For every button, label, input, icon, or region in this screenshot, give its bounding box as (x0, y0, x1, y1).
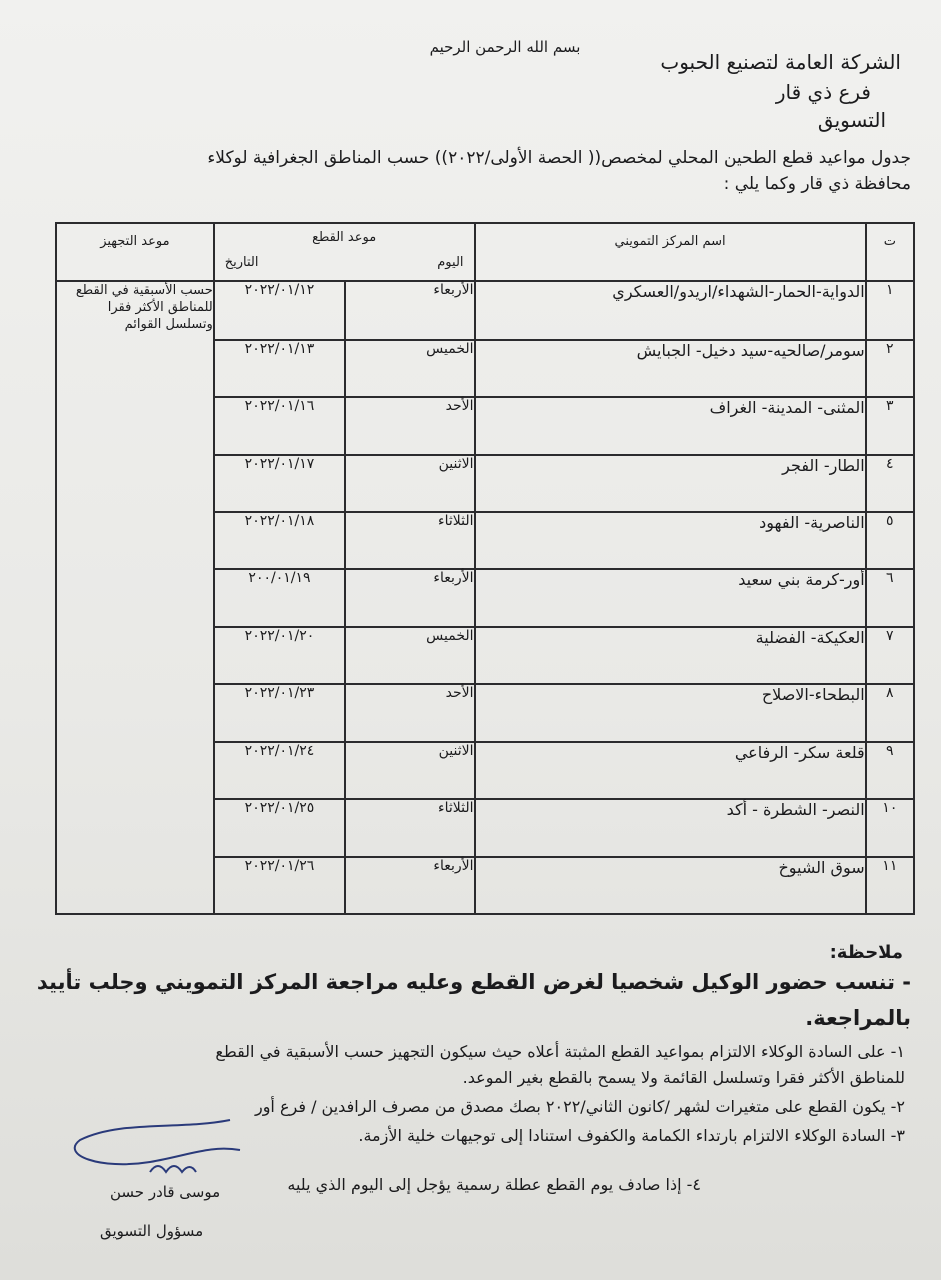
intro-line-2: محافظة ذي قار وكما يلي : (723, 174, 911, 194)
row-center: الناصرية- الفهود (475, 512, 866, 569)
department-name: التسويق (817, 108, 886, 132)
row-day: الأربعاء (345, 281, 474, 339)
row-day: الاثنين (345, 742, 474, 799)
header-cut-date: موعد القطع اليوم التاريخ (214, 223, 475, 281)
row-date: ٢٠٢٢/٠١/٢٣ (214, 684, 345, 741)
row-date: ٢٠٢٢/٠١/١٢ (214, 281, 345, 339)
row-center: الدواية-الحمار-الشهداء/اريدو/العسكري (475, 281, 866, 339)
row-num: ٦ (866, 569, 914, 626)
header-day: اليوم (437, 255, 464, 270)
row-center: المثنى- المدينة- الغراف (475, 397, 866, 454)
row-center: الطار- الفجر (475, 455, 866, 512)
row-num: ٩ (866, 742, 914, 799)
header-date: التاريخ (224, 255, 259, 270)
notes-title: ملاحظة: (829, 942, 903, 963)
row-num: ٤ (866, 455, 914, 512)
row-date: ٢٠٢٢/٠١/٢٤ (214, 742, 345, 799)
schedule-table (55, 222, 915, 915)
row-date: ٢٠٢٢/٠١/١٦ (214, 397, 345, 454)
signatory-title: مسؤول التسويق (100, 1222, 204, 1240)
row-day: الأربعاء (345, 569, 474, 626)
intro-line-1: جدول مواعيد قطع الطحين المحلي لمخصص(( الحصة الأولى/٢٠٢٢)) حسب المناطق الجغرافية لوكلاء (207, 148, 911, 168)
note-2: ٢- يكون القطع على متغيرات لشهر /كانون الثاني/٢٠٢٢ بصك مصدق من مصرف الرافدين / فرع أور (254, 1097, 905, 1116)
note-bold-line-1: - تنسب حضور الوكيل شخصيا لغرض القطع وعليه مراجعة المركز التمويني وجلب تأييد (36, 970, 911, 994)
row-center: قلعة سكر- الرفاعي (475, 742, 866, 799)
row-center: البطحاء-الاصلاح (475, 684, 866, 741)
signatory-name: موسى قادر حسن (110, 1183, 221, 1201)
row-date: ٢٠٢٢/٠١/٢٦ (214, 857, 345, 915)
row-num: ٢ (866, 340, 914, 397)
row-num: ٧ (866, 627, 914, 684)
row-day: الخميس (345, 340, 474, 397)
note-bold-line-2: بالمراجعة. (805, 1006, 911, 1030)
row-center: العكيكة- الفضلية (475, 627, 866, 684)
row-date: ٢٠٢٢/٠١/١٨ (214, 512, 345, 569)
row-date: ٢٠٢٢/٠١/٢٠ (214, 627, 345, 684)
company-name: الشركة العامة لتصنيع الحبوب (660, 50, 901, 74)
row-num: ٣ (866, 397, 914, 454)
row-day: الأربعاء (345, 857, 474, 915)
header-center: اسم المركز التمويني (475, 223, 866, 281)
row-day: الأحد (345, 397, 474, 454)
row-date: ٢٠٢٢/٠١/١٧ (214, 455, 345, 512)
row-date: ٢٠٠/٠١/١٩ (214, 569, 345, 626)
table-header-row (56, 223, 914, 281)
table-row (56, 281, 914, 339)
header-prep: موعد التجهيز (56, 223, 214, 281)
note-1-line-2: للمناطق الأكثر فقرا وتسلسل القائمة ولا يسمح بالقطع بغير الموعد. (462, 1068, 905, 1087)
note-1-line-1: ١- على السادة الوكلاء الالتزام بمواعيد القطع المثبتة أعلاه حيث سيكون التجهيز حسب الأسبقية في القطع (215, 1042, 905, 1061)
row-center: النصر- الشطرة - أكد (475, 799, 866, 856)
row-num: ٨ (866, 684, 914, 741)
branch-name: فرع ذي قار (775, 80, 871, 104)
row-day: الاثنين (345, 455, 474, 512)
row-center: سومر/صالحيه-سيد دخيل- الجبايش (475, 340, 866, 397)
row-day: الثلاثاء (345, 799, 474, 856)
bismillah: بسم الله الرحمن الرحيم (429, 38, 581, 56)
note-4: ٤- إذا صادف يوم القطع عطلة رسمية يؤجل إلى اليوم الذي يليه (287, 1175, 701, 1194)
row-day: الخميس (345, 627, 474, 684)
header-num: ت (866, 223, 914, 281)
row-num: ١١ (866, 857, 914, 915)
row-date: ٢٠٢٢/٠١/١٣ (214, 340, 345, 397)
row-num: ١ (866, 281, 914, 339)
row-num: ١٠ (866, 799, 914, 856)
row-num: ٥ (866, 512, 914, 569)
prep-note: حسب الأسبقية في القطع للمناطق الأكثر فقرا وتسلسل القوائم (56, 281, 214, 914)
row-day: الأحد (345, 684, 474, 741)
note-3: ٣- السادة الوكلاء الالتزام بارتداء الكمامة والكفوف استنادا إلى توجيهات خلية الأزمة. (358, 1126, 905, 1145)
row-date: ٢٠٢٢/٠١/٢٥ (214, 799, 345, 856)
row-center: سوق الشيوخ (475, 857, 866, 915)
row-day: الثلاثاء (345, 512, 474, 569)
signature-scrawl-icon (60, 1100, 300, 1190)
row-center: أور-كرمة بني سعيد (475, 569, 866, 626)
